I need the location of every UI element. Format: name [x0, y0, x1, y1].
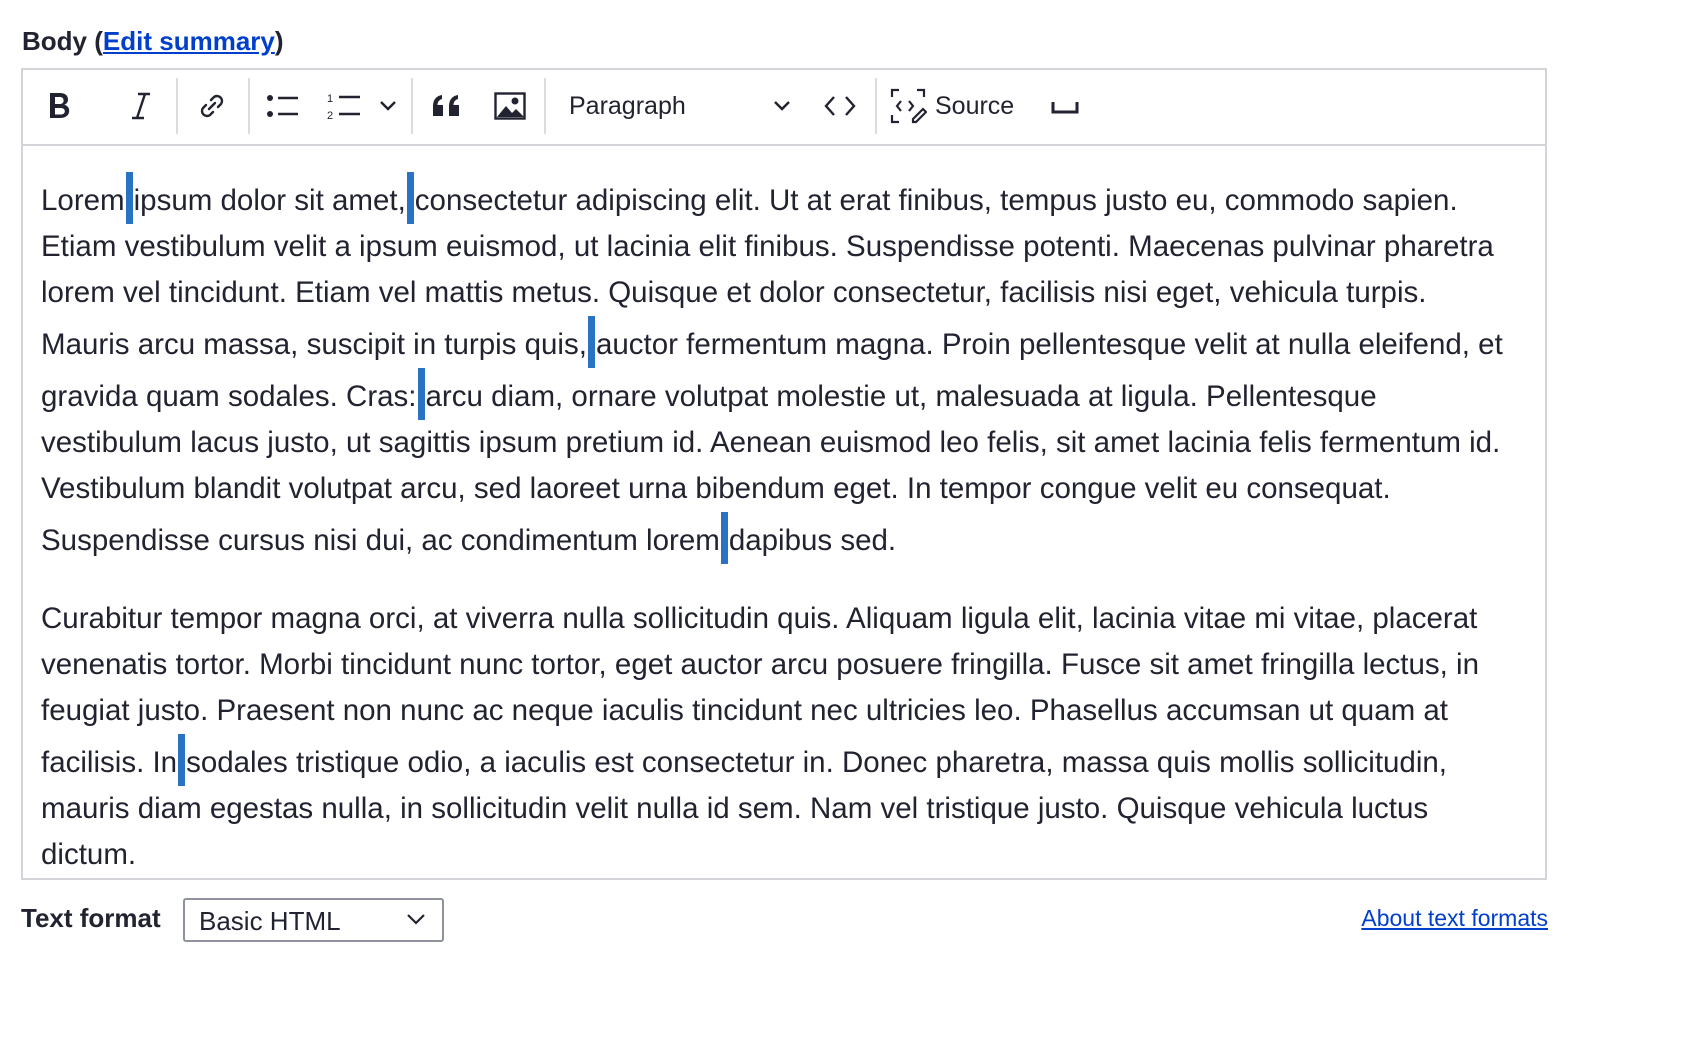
bulleted-list-icon: [266, 92, 300, 120]
numbered-list-button[interactable]: [321, 70, 367, 142]
image-icon: [494, 92, 526, 120]
field-label: [22, 26, 284, 57]
text-format-value: Basic HTML: [199, 906, 341, 936]
toolbar-separator: [544, 78, 546, 134]
code-icon: [824, 95, 856, 117]
bold-icon: [46, 91, 72, 121]
toolbar-separator: [875, 78, 877, 134]
editor-toolbar: [23, 70, 1545, 146]
toolbar-separator: [248, 78, 250, 134]
heading-select[interactable]: [557, 70, 797, 142]
text-format-label: Text format: [21, 903, 161, 933]
link-button[interactable]: [189, 70, 235, 142]
cursor-marker: [588, 316, 595, 368]
paragraph: Lorem ipsum dolor sit amet, consectetur adipiscing elit. Ut at erat finibus, tempus justo eu, commodo sapien. Etiam vestibulum velit a ipsum euismod, ut lacinia elit finibus. Suspendisse potenti. Maecenas pulvinar pharetra lorem vel tincidunt. Etiam vel mattis metus. Quisque et dolor consectetur, facilisis nisi eget, vehicula turpis. Mauris arcu massa, suscipit in turpis quis, auctor fermentum magna. Proin pellentesque velit at nulla eleifend, et gravida quam sodales. Cras: arcu diam, ornare volutpat molestie ut, malesuada at ligula. Pellentesque vestibulum lacus justo, ut sagittis ipsum pretium id. Aenean euismod leo felis, sit amet lacinia felis fermentum id. Vestibulum blandit volutpat arcu, sed laoreet urna bibendum eget. In tempor congue velit eu consequat. Suspendisse cursus nisi dui, ac condimentum lorem dapibus sed.: [41, 172, 1541, 564]
numbered-list-icon: [326, 90, 362, 122]
paren-close: ): [274, 26, 284, 56]
blockquote-button[interactable]: [423, 70, 471, 142]
bold-button[interactable]: [37, 70, 81, 142]
numbered-list-dropdown[interactable]: [373, 70, 403, 142]
toolbar-separator: [411, 78, 413, 134]
chevron-down-icon: [406, 912, 426, 931]
cursor-marker: [418, 368, 425, 420]
chevron-down-icon: [773, 100, 791, 112]
image-button[interactable]: [487, 70, 533, 142]
about-text-formats-link[interactable]: About text formats: [1361, 905, 1548, 931]
source-icon: [889, 87, 927, 125]
blockquote-icon: [432, 94, 462, 118]
field-label-text: Body: [22, 26, 87, 56]
svg-text:2: 2: [327, 110, 334, 122]
bulleted-list-button[interactable]: [261, 70, 305, 142]
source-button[interactable]: [889, 70, 1021, 142]
source-label: Source: [935, 91, 1015, 120]
rich-text-editor: [21, 68, 1547, 880]
editor-content[interactable]: [41, 172, 1541, 878]
svg-text:1: 1: [327, 93, 334, 105]
cursor-marker: [407, 172, 414, 224]
text-format-select[interactable]: [183, 898, 444, 942]
heading-select-value: Paragraph: [569, 91, 686, 120]
link-icon: [197, 91, 227, 121]
cursor-marker: [126, 172, 133, 224]
paragraph: Curabitur tempor magna orci, at viverra nulla sollicitudin quis. Aliquam ligula elit, lacinia vitae mi vitae, placerat venenatis tortor. Morbi tincidunt nunc tortor, eget auctor arcu posuere fringilla. Fusce sit amet fringilla lectus, in feugiat justo. Praesent non nunc ac neque iaculis tincidunt nec ultricies leo. Phasellus accumsan ut quam at facilisis. In sodales tristique odio, a iaculis est consectetur in. Donec pharetra, massa quis mollis sollicitudin, mauris diam egestas nulla, in sollicitudin velit nulla id sem. Nam vel tristique justo. Quisque vehicula luctus dictum.: [41, 602, 1480, 871]
toolbar-separator: [176, 78, 178, 134]
code-button[interactable]: [817, 70, 863, 142]
paren-open: (: [94, 26, 103, 56]
edit-summary-link[interactable]: Edit summary: [102, 26, 275, 56]
italic-icon: [128, 91, 154, 121]
non-breaking-space-icon: [1051, 98, 1079, 114]
italic-button[interactable]: [119, 70, 163, 142]
cursor-marker: [721, 512, 728, 564]
non-breaking-space-button[interactable]: [1045, 70, 1085, 142]
chevron-down-icon: [379, 100, 397, 112]
cursor-marker: [178, 734, 185, 786]
